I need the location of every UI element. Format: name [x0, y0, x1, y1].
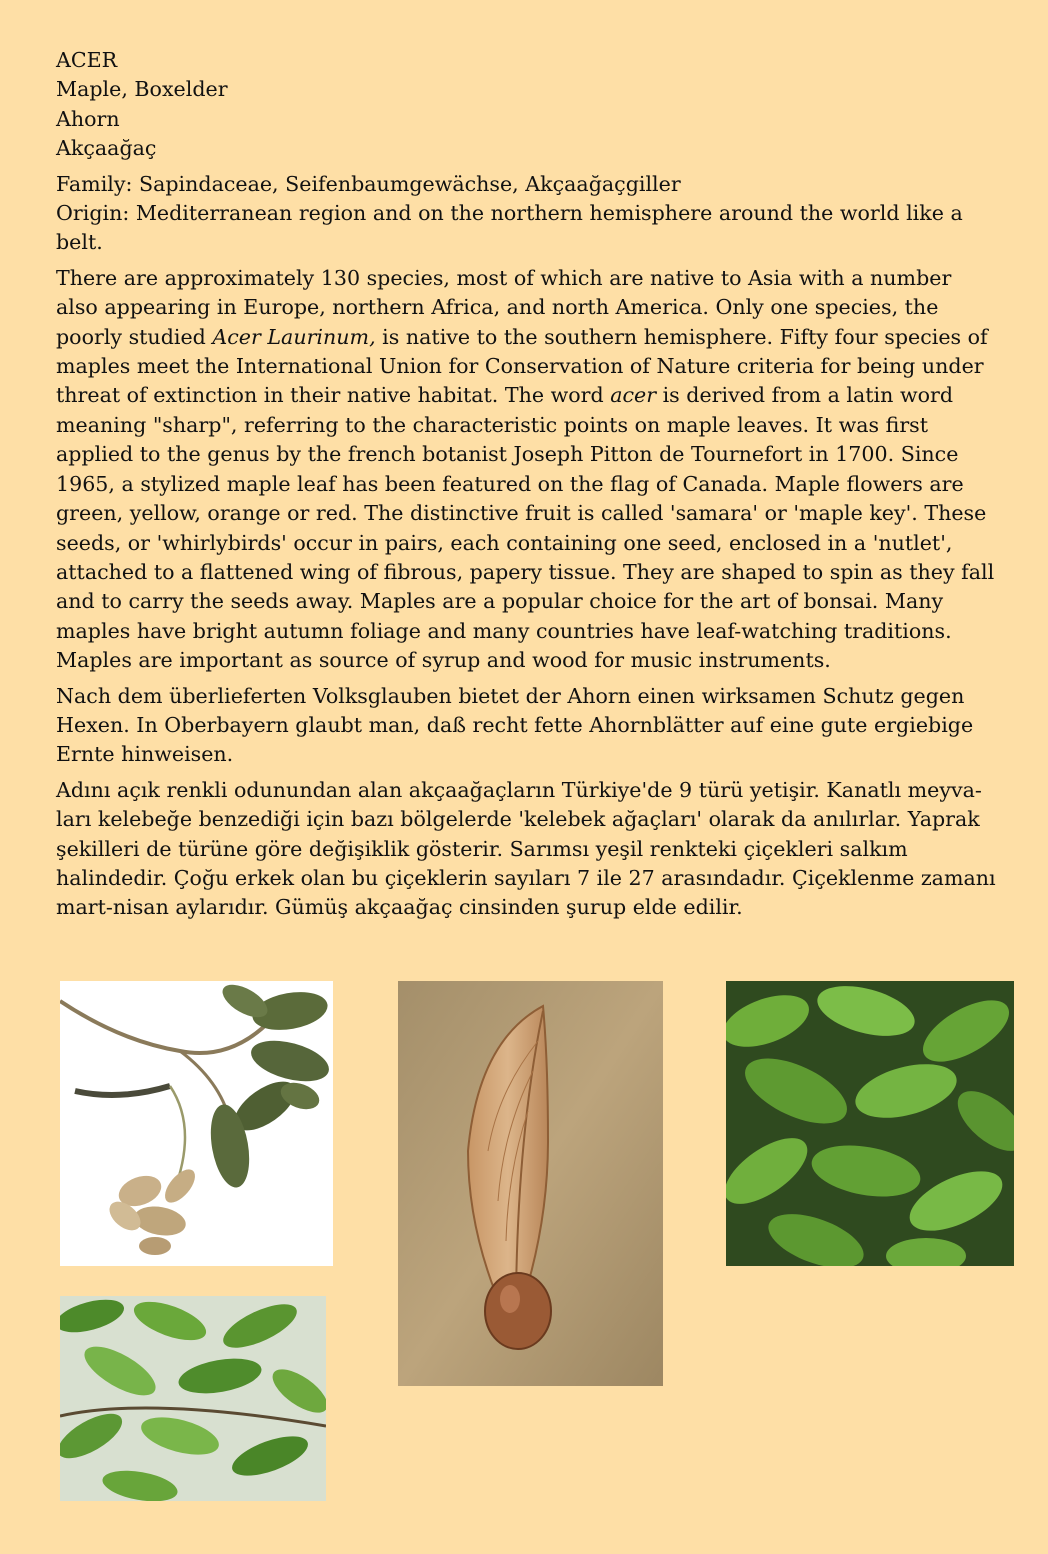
english-text-1: There are approximately 130 species, most of which are native to Asia with a number also appearing in Europe, northern Africa, and north America. Only one species, the poorly studied [56, 265, 952, 349]
foliage-branch-illustration [60, 1296, 326, 1501]
title-block [56, 46, 996, 164]
turkish-paragraph: Adını açık renkli odunundan alan akçaağaçların Türkiye'de 9 türü yetişir. Kanatlı meyva-ları kelebeğe benzediği için bazı bölgelerde 'kelebek ağaçları' olarak da anılırlar. Yaprak şekilleri de türüne göre değişiklik gösterir. Sarımsı yeşil renkteki çiçekleri salkım halindedir. Çoğu erkek olan bu çiçeklerin sayıları 7 ile 27 arasındadır. Çiçeklenme zamanı mart-nisan aylarıdır. Gümüş akçaağaç cinsinden şurup elde edilir. [56, 777, 996, 920]
article [56, 46, 996, 929]
english-text-2: is native to the southern hemisphere. Fifty four species of maples meet the International Union for Conservation of Nature criteria for being under threat of extinction in their native habitat. The word [56, 324, 988, 408]
photo-green-foliage [726, 981, 1014, 1266]
photo-branch-with-samaras [60, 981, 333, 1266]
english-italic-2: acer [610, 383, 657, 408]
foliage-illustration [726, 981, 1014, 1266]
photo-foliage-branch [60, 1296, 326, 1501]
english-italic-1: Acer Laurinum, [212, 324, 376, 349]
samara-illustration [398, 981, 663, 1386]
title-latin: ACER [56, 48, 118, 72]
german-paragraph: Nach dem überlieferten Volksglauben bietet der Ahorn einen wirksamen Schutz gegen Hexen. In Oberbayern glaubt man, daß recht fette Ahornblätter auf eine gute ergiebige Ernte hinweisen. [56, 683, 974, 767]
branch-illustration [60, 981, 333, 1266]
title-german: Ahorn [56, 106, 120, 131]
family-origin-block [56, 170, 996, 258]
origin-line: Origin: Mediterranean region and on the northern hemisphere around the world like a belt. [56, 201, 963, 255]
english-text-3: is derived from a latin word meaning "sharp", referring to the characteristic points on maple leaves. It was first applied to the genus by the french botanist Joseph Pitton de Tournefort in 1700. Since 1965, a stylized maple leaf has been featured on the flag of Canada. Maple flowers are green, yellow, orange or red. The distinctive fruit is called 'samara' or 'maple key'. These seeds, or 'whirlybirds' occur in pairs, each containing one seed, enclosed in a 'nutlet', attached to a flattened wing of fibrous, papery tissue. They are shaped to spin as they fall and to carry the seeds away. Maples are a popular choice for the art of bonsai. Many maples have bright autumn foliage and many countries have leaf-watching traditions. Maples are important as source of syrup and wood for music instruments. [56, 383, 995, 673]
title-turkish: Akçaağaç [56, 136, 157, 161]
english-paragraph [56, 264, 996, 676]
title-english: Maple, Boxelder [56, 77, 228, 102]
family-line: Family: Sapindaceae, Seifenbaumgewächse, Akçaağaçgiller [56, 171, 681, 196]
photo-single-samara [398, 981, 663, 1386]
